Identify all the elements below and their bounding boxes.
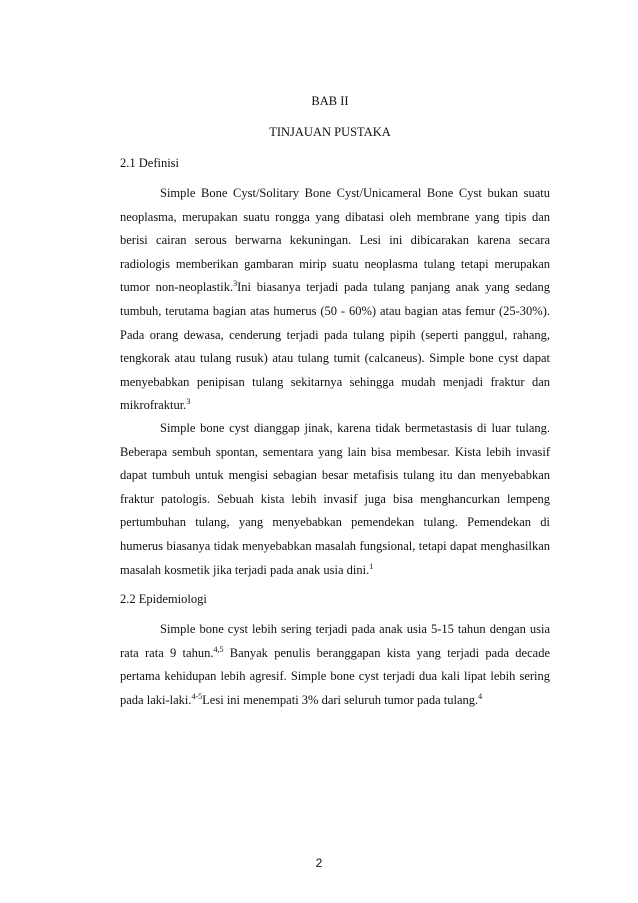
citation-superscript: 3 bbox=[186, 397, 191, 407]
paragraph-epidemiologi-1 bbox=[120, 618, 550, 712]
citation-superscript: 4,5 bbox=[213, 644, 224, 654]
section-heading-definisi: 2.1 Definisi bbox=[120, 156, 180, 170]
paragraph-text: Simple Bone Cyst/Solitary Bone Cyst/Unicameral Bone Cyst bukan suatu neoplasma, merupakan suatu rongga yang dibatasi oleh membrane yang tipis dan berisi cairan serous berwarna kekuningan. Lesi ini dibicarakan karena secara radiologis memberikan gambaran mirip suatu neoplasma tulang tetapi merupakan tumor non-neoplastik. bbox=[120, 186, 550, 295]
citation-superscript: 4-5 bbox=[191, 691, 203, 701]
chapter-number: BAB II bbox=[311, 94, 349, 108]
paragraph-text: Simple bone cyst dianggap jinak, karena tidak bermetastasis di luar tulang. Beberapa sembuh spontan, sementara yang lain bisa membesar. Kista lebih invasif dapat tumbuh untuk mengisi sebagian besar metafisis tulang itu dan menyebabkan fraktur patologis. Sebuah kista lebih invasif juga bisa menghancurkan lempeng pertumbuhan tulang, yang menyebabkan pemendekan tulang. Pemendekan di humerus biasanya tidak menyebabkan masalah fungsional, tetapi dapat menghasilkan masalah kosmetik jika terjadi pada anak usia dini. bbox=[120, 421, 550, 577]
paragraph-definisi-2 bbox=[120, 417, 550, 582]
paragraph-text: Banyak penulis beranggapan kista yang terjadi pada decade pertama kehidupan lebih agresif. Simple bone cyst terjadi dua kali lipat lebih sering pada laki-laki. bbox=[120, 645, 550, 707]
paragraph-text: Ini biasanya terjadi pada tulang panjang anak yang sedang tumbuh, terutama bagian atas humerus (50 - 60%) atau bagian atas femur (25-30%). Pada orang dewasa, cenderung terjadi pada tulang pipih (seperti panggul, rahang, tengkorak atau tulang rusuk) atau tulang tumit (calcaneus). Simple bone cyst dapat menyebabkan penipisan tulang sekitarnya sehingga mudah menjadi fraktur dan mikrofraktur. bbox=[120, 280, 550, 413]
section-heading-epidemiologi: 2.2 Epidemiologi bbox=[120, 592, 207, 606]
citation-superscript: 4 bbox=[478, 691, 483, 701]
paragraph-text: Simple bone cyst lebih sering terjadi pada anak usia 5-15 tahun dengan usia rata rata 9 tahun. bbox=[120, 622, 550, 660]
citation-superscript: 1 bbox=[369, 561, 374, 571]
paragraph-text: Lesi ini menempati 3% dari seluruh tumor pada tulang. bbox=[202, 692, 479, 707]
page-number: 2 bbox=[315, 856, 323, 870]
chapter-title: TINJAUAN PUSTAKA bbox=[269, 125, 391, 139]
citation-superscript: 3 bbox=[233, 279, 238, 289]
paragraph-definisi-1 bbox=[120, 182, 550, 418]
